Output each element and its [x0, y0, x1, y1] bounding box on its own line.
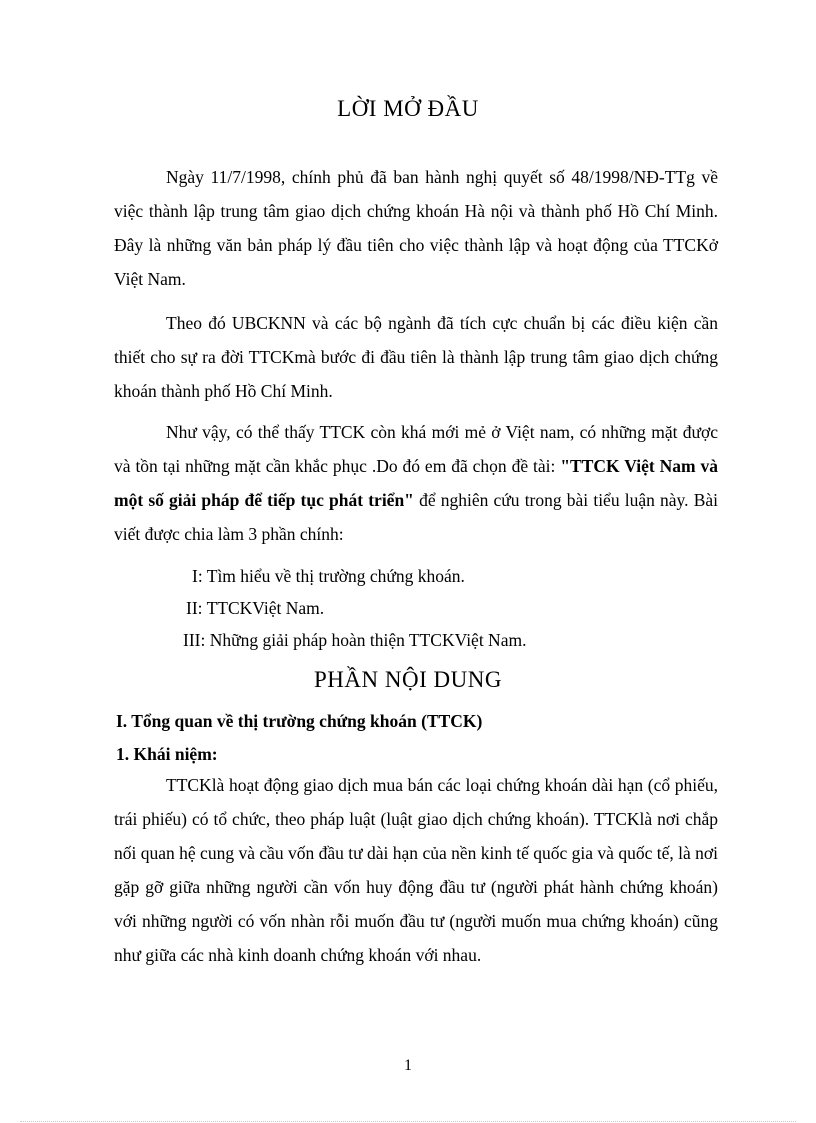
- intro-paragraph-3-text-a: Như vậy, có thể thấy TTCK còn khá mới mẻ ở Việt nam, có những mặt được và tồn tại những mặt cần khắc phục .Do đó em đã chọn đề tài:: [114, 422, 718, 476]
- intro-paragraph-1: Ngày 11/7/1998, chính phủ đã ban hành nghị quyết số 48/1998/NĐ-TTg về việc thành lập trung tâm giao dịch chứng khoán Hà nội và thành phố Hồ Chí Minh. Đây là những văn bản pháp lý đầu tiên cho việc thành lập và hoạt động của TTCKở Việt Nam.: [114, 167, 718, 289]
- page-title: LỜI MỞ ĐẦU: [337, 96, 479, 121]
- topic-title: "TTCK Việt Nam và một số giải pháp để tiếp tục phát triển": [114, 456, 719, 510]
- outline-item-2: II: TTCKViệt Nam.: [186, 598, 325, 618]
- page-bottom-edge: [20, 1121, 796, 1122]
- outline-item-3: III: Những giải pháp hoàn thiện TTCKViệt Nam.: [183, 630, 527, 650]
- content-title: PHẦN NỘI DUNG: [314, 667, 502, 692]
- subsection-heading: 1. Khái niệm:: [116, 744, 218, 764]
- intro-paragraph-3-text-b: để nghiên cứu trong bài tiểu luận này. Bài viết được chia làm 3 phần chính:: [114, 490, 718, 544]
- intro-paragraph-3: [114, 415, 718, 551]
- outline-item-1: I: Tìm hiểu về thị trường chứng khoán.: [192, 566, 465, 586]
- intro-paragraph-2: Theo đó UBCKNN và các bộ ngành đã tích cực chuẩn bị các điều kiện cần thiết cho sự ra đời TTCKmà bước đi đầu tiên là thành lập trung tâm giao dịch chứng khoán thành phố Hồ Chí Minh.: [114, 313, 718, 401]
- page-number: 1: [404, 1057, 412, 1074]
- section-heading: I. Tổng quan về thị trường chứng khoán (TTCK): [116, 711, 483, 731]
- definition-paragraph: TTCKlà hoạt động giao dịch mua bán các loại chứng khoán dài hạn (cổ phiếu, trái phiếu) có tổ chức, theo pháp luật (luật giao dịch chứng khoán). TTCKlà nơi chắp nối quan hệ cung và cầu vốn đầu tư dài hạn của nền kinh tế quốc gia và quốc tế, là nơi gặp gỡ giữa những người cần vốn huy động đầu tư (người phát hành chứng khoán) với những người có vốn nhàn rỗi muốn đầu tư (người muốn mua chứng khoán) cũng như giữa các nhà kinh doanh chứng khoán với nhau.: [114, 775, 718, 965]
